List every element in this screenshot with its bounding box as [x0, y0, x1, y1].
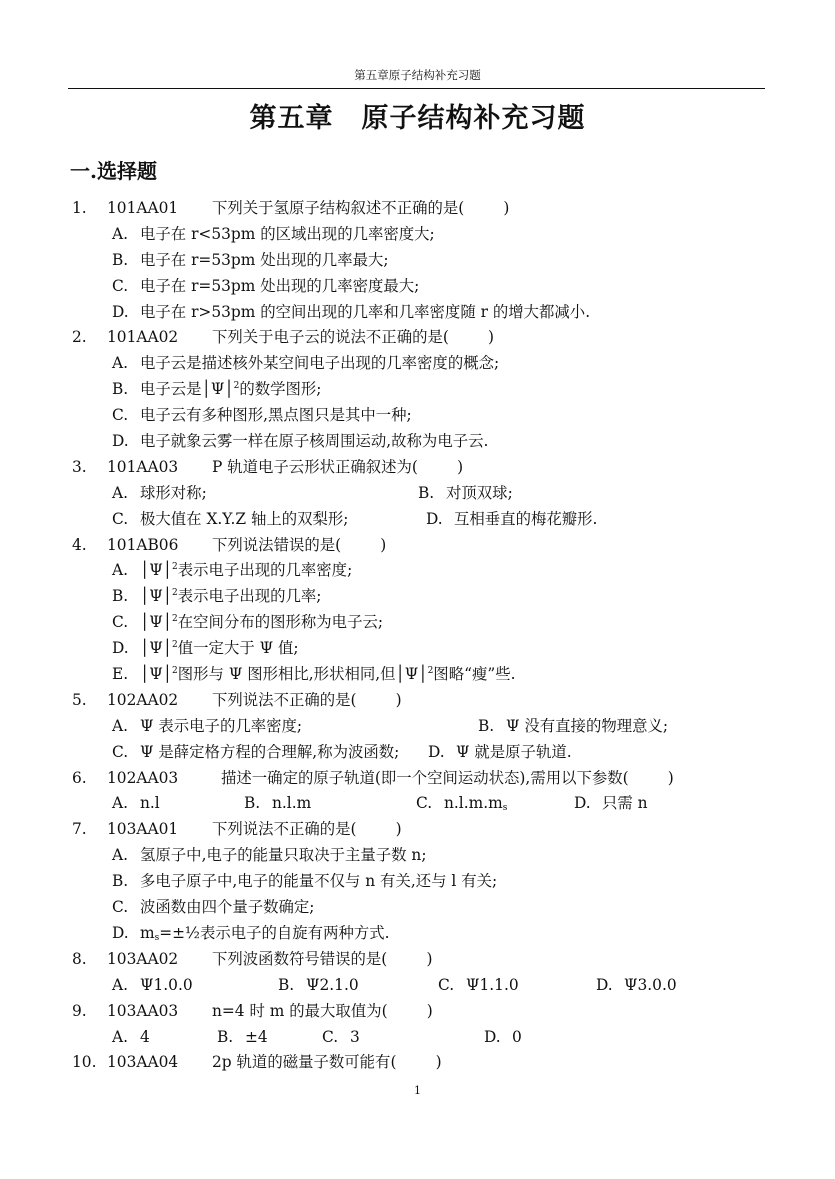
option-row	[72, 714, 772, 740]
option-text: Ψ 没有直接的物理意义;	[506, 716, 669, 735]
option-text: Ψ3.0.0	[624, 975, 677, 994]
option-label: A.	[112, 794, 129, 813]
option-text: 电子在 r=53pm 处出现的几率最大;	[140, 250, 389, 269]
option-row	[72, 740, 772, 766]
option	[112, 507, 426, 533]
option-text: 在空间分布的图形称为电子云;	[177, 613, 384, 632]
question-10	[72, 1050, 772, 1076]
option-label: B.	[112, 250, 129, 269]
option-text: Ψ 表示电子的几率密度;	[140, 716, 303, 735]
option-label: B.	[278, 975, 295, 994]
option	[72, 429, 772, 455]
option-text: 球形对称;	[140, 483, 207, 502]
superscript: 2	[233, 381, 240, 392]
option-text: 电子云是描述核外某空间电子出现的几率密度的概念;	[140, 354, 500, 373]
option-label: E.	[112, 665, 129, 684]
option-label: A.	[112, 1027, 129, 1046]
question-code: 102AA02	[107, 690, 179, 709]
option	[278, 973, 438, 999]
answer-blank: )	[628, 768, 674, 787]
option-label: B.	[478, 716, 495, 735]
option-text: Ψ 就是原子轨道.	[456, 742, 572, 761]
option-label: A.	[112, 483, 129, 502]
page-title: 第五章 原子结构补充习题	[249, 103, 586, 134]
option-label: C.	[112, 406, 129, 425]
option-text: │Ψ│	[140, 665, 173, 684]
option	[112, 1025, 217, 1051]
option-text: │Ψ│	[140, 639, 173, 658]
answer-blank: )	[341, 535, 387, 554]
answer-blank: )	[417, 457, 464, 476]
option	[72, 921, 772, 947]
option	[72, 377, 772, 403]
option-text: 电子云是│Ψ│	[140, 380, 234, 399]
option-row	[72, 507, 772, 533]
question-number: 2.	[72, 328, 87, 347]
option-text: m	[140, 923, 155, 942]
answer-blank: )	[464, 199, 510, 217]
option-text: 多电子原子中,电子的能量不仅与 n 有关,还与 l 有关;	[140, 872, 498, 891]
option	[72, 248, 772, 274]
answer-blank: )	[356, 690, 402, 709]
option-label: C.	[322, 1027, 339, 1046]
option-text: n.l.m.m	[444, 794, 503, 813]
question-code: 103AA01	[107, 820, 179, 839]
option-text: │Ψ│	[140, 561, 173, 580]
option-label: B.	[244, 794, 261, 813]
option-row	[72, 791, 772, 817]
option-label: C.	[112, 898, 129, 917]
option-label: A.	[112, 354, 129, 373]
superscript: 2	[427, 666, 434, 677]
question-stem: n=4 时 m 的最大取值为(	[212, 1001, 388, 1020]
superscript: 2	[172, 640, 178, 651]
question-stem: 下列关于氢原子结构叙述不正确的是(	[212, 199, 465, 217]
option	[72, 869, 772, 895]
option-label: C.	[112, 276, 129, 295]
answer-blank: )	[356, 820, 402, 839]
option-text: Ψ1.0.0	[140, 975, 193, 994]
option-text: 对顶双球;	[446, 483, 513, 502]
superscript: 2	[172, 614, 178, 625]
question-code: 101AB06	[107, 535, 179, 554]
question-stem: 下列波函数符号错误的是(	[212, 949, 388, 968]
question-stem: 描述一确定的原子轨道(即一个空间运动状态),需用以下参数(	[221, 768, 629, 787]
option-label: C.	[112, 742, 129, 761]
option-text: Ψ2.1.0	[306, 975, 359, 994]
option-label: D.	[112, 432, 129, 451]
option-label: D.	[112, 302, 129, 321]
question-number: 4.	[72, 535, 87, 554]
option-label: A.	[112, 716, 129, 735]
option-label: B.	[217, 1027, 234, 1046]
question-code: 103AA03	[107, 1001, 179, 1020]
option-text: 电子就象云雾一样在原子核周围运动,故称为电子云.	[140, 432, 489, 451]
option	[112, 481, 418, 507]
option	[416, 791, 574, 817]
answer-blank: )	[396, 1053, 442, 1072]
question-code: 101AA03	[107, 457, 179, 476]
option-label: B.	[112, 380, 129, 399]
option-text: 图形与 Ψ 图形相比,形状相同,但│Ψ│	[177, 665, 428, 684]
option-label: B.	[112, 587, 129, 606]
question-2	[72, 325, 772, 351]
question-stem: 下列说法不正确的是(	[212, 690, 357, 709]
option	[72, 610, 772, 636]
option-label: A.	[112, 561, 129, 580]
question-stem: 下列说法不正确的是(	[212, 820, 357, 839]
option-text: ±4	[245, 1027, 268, 1046]
option-label: D.	[574, 794, 591, 813]
option	[112, 740, 428, 766]
option-text: 表示电子出现的几率密度;	[177, 561, 353, 580]
question-code: 102AA03	[107, 768, 179, 787]
option-label: D.	[428, 742, 445, 761]
option-label: D.	[426, 509, 443, 528]
option-text: 氢原子中,电子的能量只取决于主量子数 n;	[140, 846, 427, 865]
option-label: D.	[112, 923, 129, 942]
option-text: 极大值在 X.Y.Z 轴上的双梨形;	[140, 509, 349, 528]
option	[322, 1025, 484, 1051]
option-text: 图略“瘦”些.	[433, 665, 516, 684]
option-row	[72, 1025, 772, 1051]
question-number: 9.	[72, 1001, 87, 1020]
option-label: D.	[112, 639, 129, 658]
question-code: 101AA02	[107, 328, 179, 347]
option-label: B.	[112, 872, 129, 891]
option-text: Ψ1.1.0	[466, 975, 519, 994]
question-stem: P 轨道电子云形状正确叙述为(	[212, 457, 418, 476]
subscript: s	[502, 803, 508, 814]
running-header: 第五章原子结构补充习题	[354, 68, 481, 82]
option-text: 电子在 r>53pm 的空间出现的几率和几率密度随 r 的增大都减小.	[140, 302, 591, 321]
option-text: 电子云有多种图形,黑点图只是其中一种;	[140, 406, 412, 425]
option	[72, 274, 772, 300]
option-text: n.l.m	[272, 794, 312, 813]
question-6	[72, 766, 772, 792]
option	[72, 662, 772, 688]
option-label: B.	[418, 483, 435, 502]
subscript: s	[154, 932, 160, 943]
option	[72, 843, 772, 869]
option	[426, 507, 597, 533]
question-number: 3.	[72, 457, 87, 476]
superscript: 2	[172, 666, 178, 677]
option	[478, 714, 668, 740]
option	[72, 636, 772, 662]
option-text: 表示电子出现的几率;	[177, 587, 322, 606]
question-7	[72, 817, 772, 843]
option-label: C.	[112, 613, 129, 632]
option	[72, 403, 772, 429]
option-text: 的数学图形;	[239, 380, 322, 399]
question-stem: 下列说法错误的是(	[212, 535, 342, 554]
header-rule	[68, 88, 765, 89]
question-1	[72, 196, 772, 222]
question-number: 6.	[72, 768, 87, 787]
option-label: A.	[112, 975, 129, 994]
option	[72, 558, 772, 584]
option-text: │Ψ│	[140, 613, 173, 632]
question-8	[72, 947, 772, 973]
question-9	[72, 999, 772, 1025]
question-number: 7.	[72, 820, 87, 839]
question-code: 103AA04	[107, 1053, 179, 1072]
option-text: 电子在 r=53pm 处出现的几率密度最大;	[140, 276, 420, 295]
option	[72, 222, 772, 248]
option	[596, 973, 677, 999]
option-label: C.	[112, 509, 129, 528]
option-label: C.	[438, 975, 455, 994]
superscript: 2	[172, 588, 178, 599]
question-stem: 下列关于电子云的说法不正确的是(	[212, 328, 449, 347]
option	[574, 791, 648, 817]
option	[72, 351, 772, 377]
option-label: C.	[416, 794, 433, 813]
option-text: =±½表示电子的自旋有两种方式.	[159, 923, 390, 942]
option	[112, 973, 278, 999]
question-number: 1.	[72, 199, 87, 217]
question-number: 10.	[72, 1053, 97, 1072]
option-text: 波函数由四个量子数确定;	[140, 898, 315, 917]
question-number: 5.	[72, 690, 87, 709]
option	[428, 740, 572, 766]
option-text: 互相垂直的梅花瓣形.	[454, 509, 598, 528]
option	[72, 300, 772, 326]
superscript: 2	[172, 562, 178, 573]
question-4	[72, 533, 772, 559]
question-list	[72, 196, 772, 1076]
question-3	[72, 455, 772, 481]
question-5	[72, 688, 772, 714]
option-label: A.	[112, 846, 129, 865]
option-text: 值一定大于 Ψ 值;	[177, 639, 299, 658]
option-label: A.	[112, 224, 129, 243]
option-row	[72, 973, 772, 999]
option-text: Ψ 是薛定格方程的合理解,称为波函数;	[140, 742, 400, 761]
answer-blank: )	[387, 949, 433, 968]
option	[244, 791, 416, 817]
option	[72, 584, 772, 610]
option-text: │Ψ│	[140, 587, 173, 606]
option	[112, 791, 244, 817]
question-stem: 2p 轨道的磁量子数可能有(	[212, 1053, 397, 1072]
option	[484, 1025, 522, 1051]
option-text: n.l	[140, 794, 160, 813]
option-text: 4	[140, 1027, 150, 1046]
option-text: 0	[512, 1027, 522, 1046]
section-title: 一.选择题	[70, 159, 157, 183]
page-number: 1	[414, 1084, 421, 1097]
option-text: 只需 n	[602, 794, 648, 813]
option-label: D.	[484, 1027, 501, 1046]
option-label: D.	[596, 975, 613, 994]
option	[112, 714, 478, 740]
option-text: 电子在 r<53pm 的区域出现的几率密度大;	[140, 224, 435, 243]
question-code: 103AA02	[107, 949, 179, 968]
answer-blank: )	[448, 328, 495, 347]
option	[438, 973, 596, 999]
option-row	[72, 481, 772, 507]
question-code: 101AA01	[107, 199, 179, 217]
option	[217, 1025, 322, 1051]
option-text: 3	[350, 1027, 360, 1046]
option	[418, 481, 513, 507]
answer-blank: )	[387, 1001, 433, 1020]
option	[72, 895, 772, 921]
question-number: 8.	[72, 949, 87, 968]
